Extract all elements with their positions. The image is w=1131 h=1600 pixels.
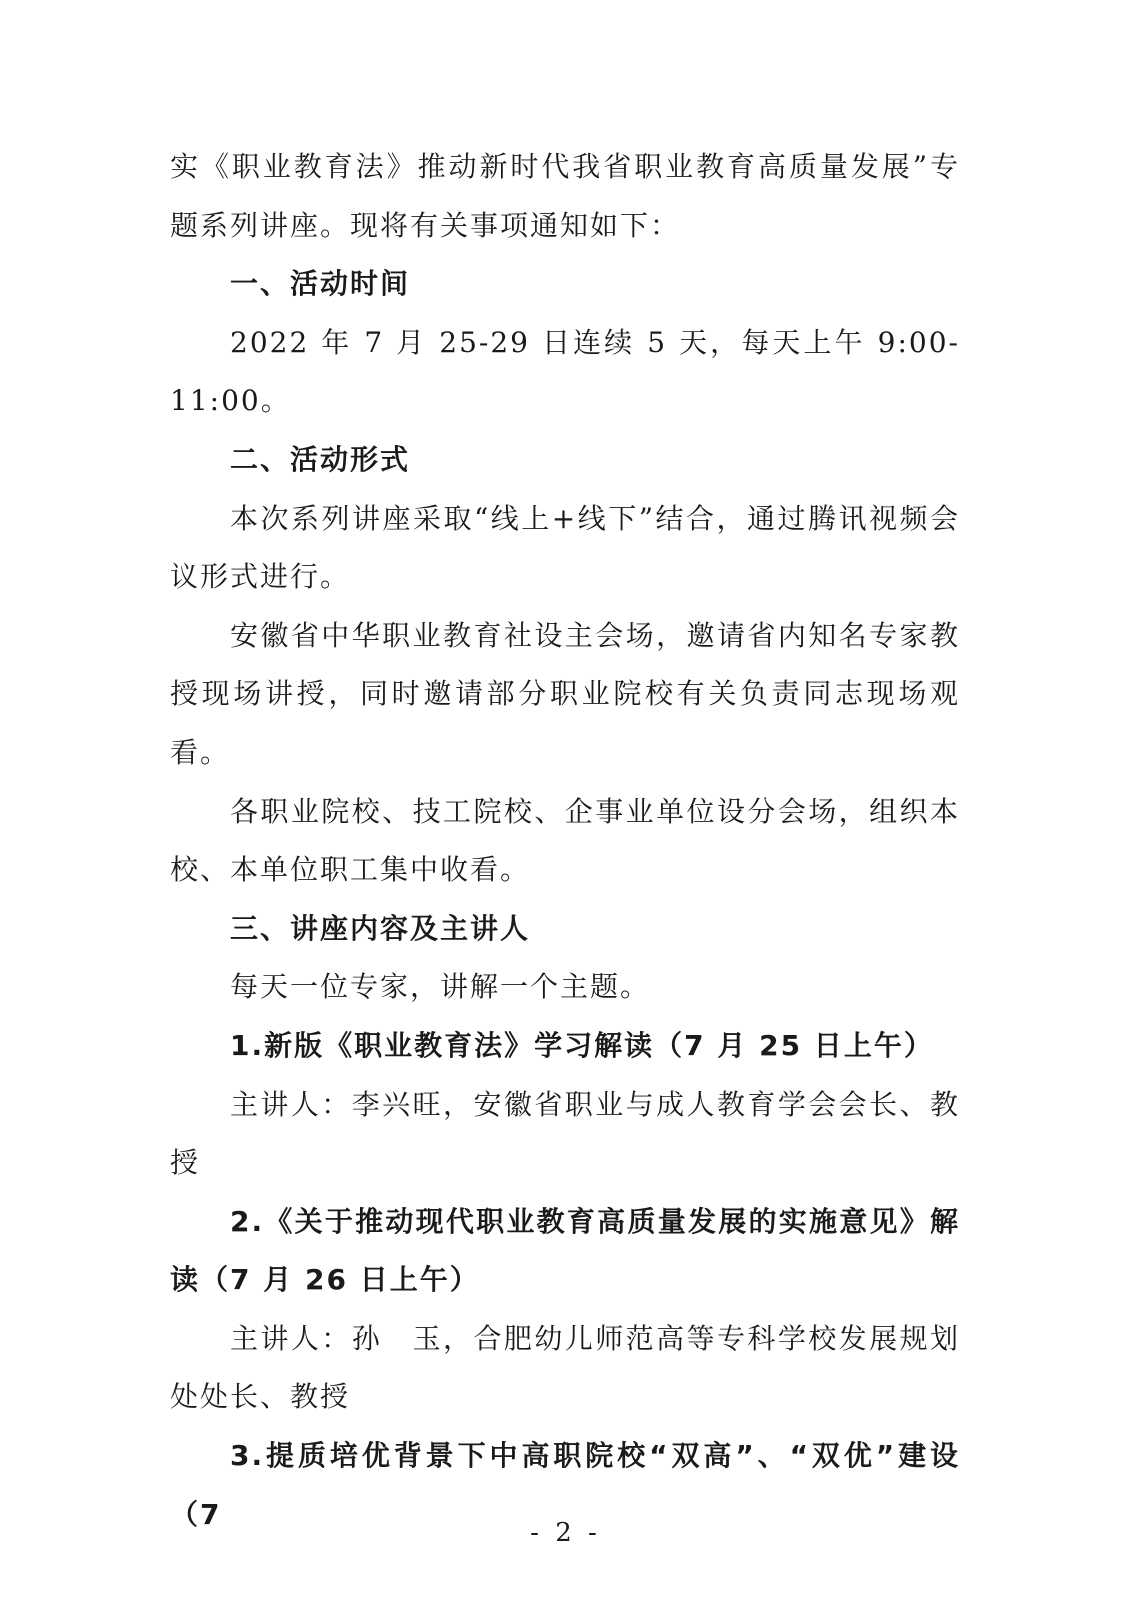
lecture-item-2-title: 2.《关于推动现代职业教育高质量发展的实施意见》解读（7 月 26 日上午） <box>170 1204 960 1297</box>
lecture-item-3-title: 3.提质培优背景下中高职院校“双高”、“双优”建设（7 <box>170 1439 960 1531</box>
page-number: - 2 - <box>530 1518 601 1548</box>
section-heading-activity-format: 二、活动形式 <box>230 442 411 476</box>
document-body <box>170 138 960 1544</box>
paragraph-intro-continuation: 实《职业教育法》推动新时代我省职业教育高质量发展”专题系列讲座。现将有关事项通知如下： <box>170 150 960 242</box>
section-heading-activity-time: 一、活动时间 <box>230 267 411 301</box>
lecture-item-1-speaker: 主讲人：李兴旺，安徽省职业与成人教育学会会长、教授 <box>170 1087 960 1180</box>
lecture-item-1-title: 1.新版《职业教育法》学习解读（7 月 25 日上午） <box>230 1028 934 1062</box>
paragraph-branch-venues: 各职业院校、技工院校、企事业单位设分会场，组织本校、本单位职工集中收看。 <box>170 794 960 887</box>
paragraph-format-online-offline: 本次系列讲座采取“线上+线下”结合，通过腾讯视频会议形式进行。 <box>170 501 960 594</box>
paragraph-main-venue: 安徽省中华职业教育社设主会场，邀请省内知名专家教授现场讲授，同时邀请部分职业院校有关负责同志现场观看。 <box>170 618 960 769</box>
paragraph-one-expert-per-day: 每天一位专家，讲解一个主题。 <box>230 970 651 1004</box>
section-heading-lecture-content: 三、讲座内容及主讲人 <box>230 911 531 945</box>
lecture-item-2-speaker: 主讲人：孙 玉，合肥幼儿师范高等专科学校发展规划处处长、教授 <box>170 1321 960 1414</box>
paragraph-activity-time: 2022 年 7 月 25-29 日连续 5 天，每天上午 9:00-11:00。 <box>170 325 960 418</box>
